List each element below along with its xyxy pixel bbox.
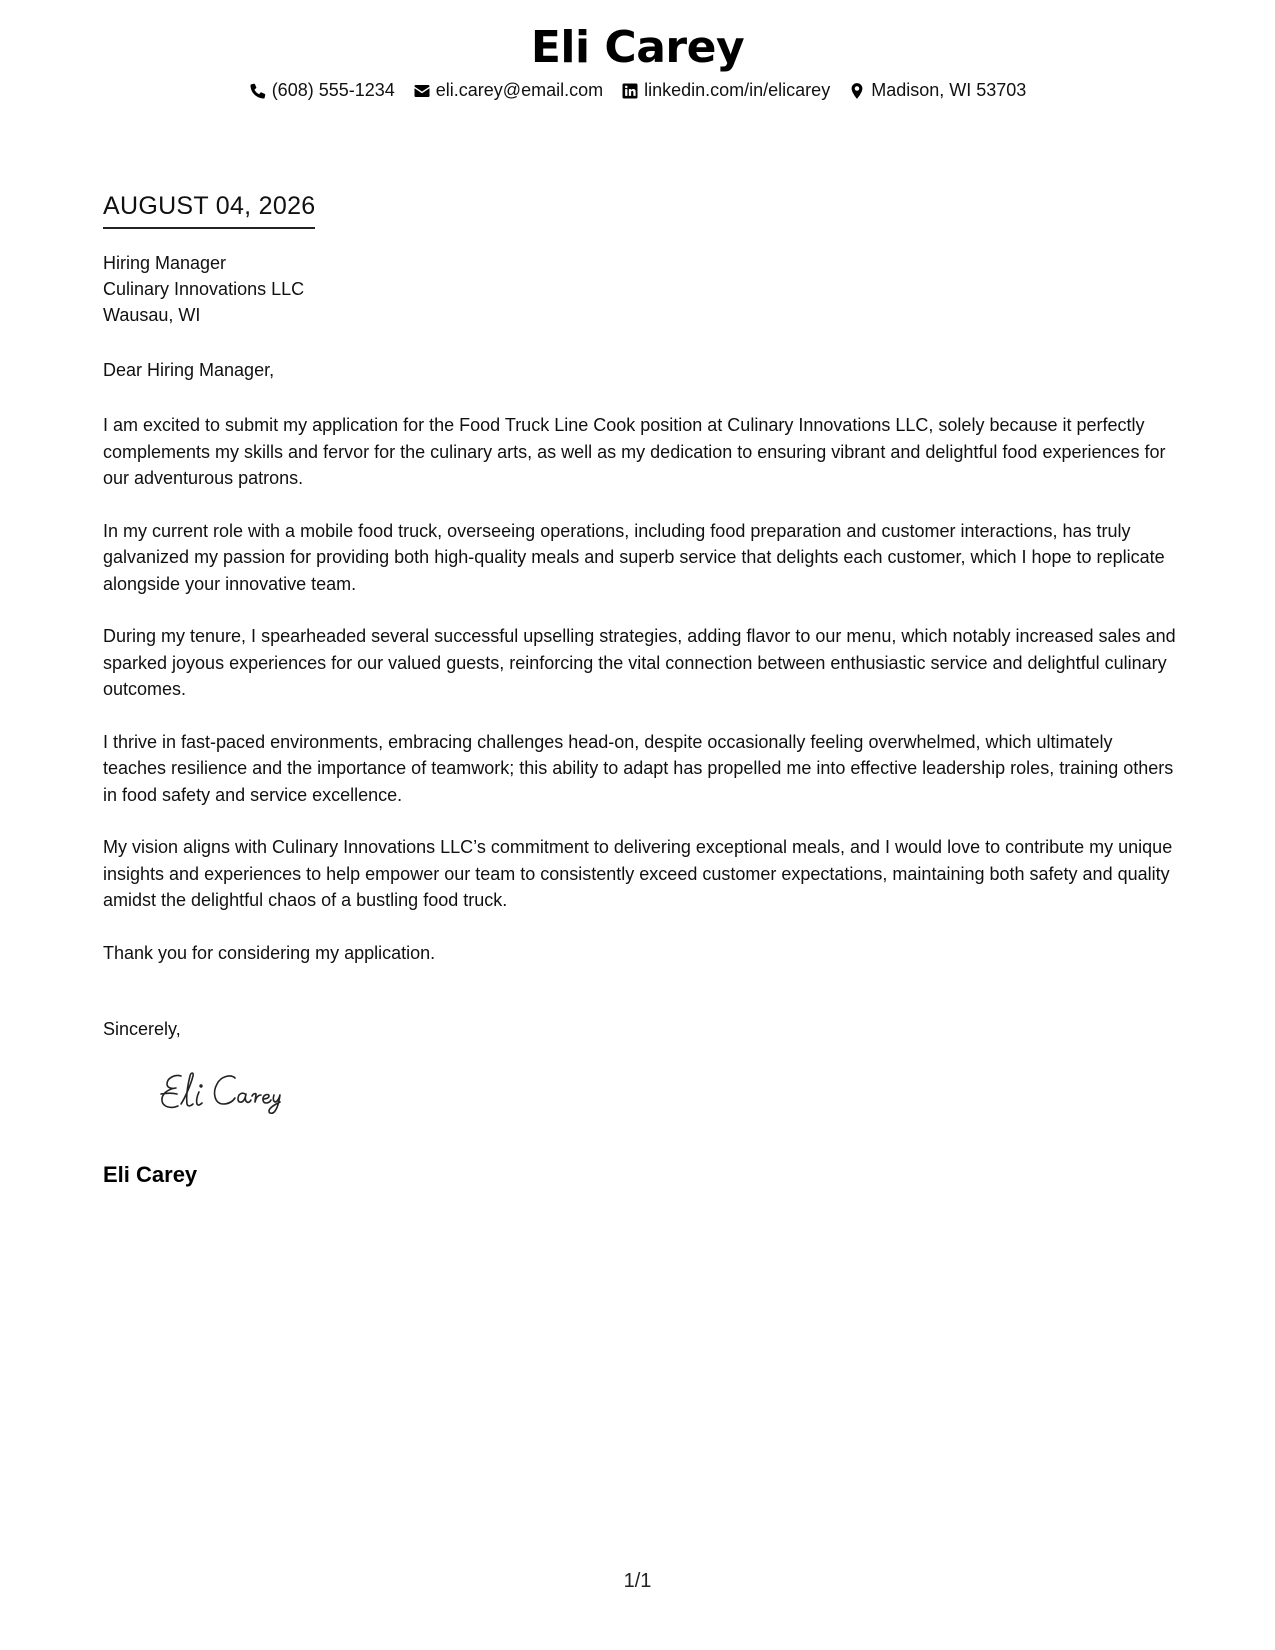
contact-info-row	[0, 80, 1275, 101]
recipient-location: Wausau, WI	[103, 305, 201, 325]
page-number: 1/1	[623, 1570, 652, 1592]
body-paragraph: My vision aligns with Culinary Innovations LLC’s commitment to delivering exceptional meals, and I would love to contribute my unique insights and experiences to help empower our team to consistently exceed customer expectations, maintaining both safety and quality amidst the delightful chaos of a bustling food truck.	[103, 837, 1173, 910]
contact-email-text[interactable]: eli.carey@email.com	[435, 80, 604, 100]
handwritten-signature	[153, 1066, 313, 1122]
recipient-block	[103, 250, 304, 328]
letter-body	[103, 412, 1178, 992]
salutation: Dear Hiring Manager,	[103, 360, 275, 380]
body-paragraph: I thrive in fast-paced environments, embracing challenges head-on, despite occasionally feeling overwhelmed, which ultimately teaches resilience and the importance of teamwork; this ability to adapt has propelled me into effective leadership roles, training others in food safety and service excellence.	[103, 731, 1174, 805]
letter-date: AUGUST 04, 2026	[103, 192, 315, 229]
recipient-title: Hiring Manager	[103, 253, 227, 273]
envelope-icon	[413, 82, 431, 100]
closing: Sincerely,	[103, 1019, 181, 1039]
contact-phone	[249, 80, 395, 101]
body-paragraph: I am excited to submit my application for the Food Truck Line Cook position at Culinary Innovations LLC, solely because it perfectly complements my skills and fervor for the culinary arts, as well as my dedication to ensuring vibrant and delightful food experiences for our adventurous patrons.	[103, 415, 1166, 488]
body-paragraph: Thank you for considering my application.	[103, 942, 436, 963]
contact-linkedin-text[interactable]: linkedin.com/in/elicarey	[644, 80, 831, 100]
contact-location	[848, 80, 1026, 101]
signer-name: Eli Carey	[103, 1162, 198, 1187]
contact-location-text: Madison, WI 53703	[871, 80, 1027, 100]
body-paragraph: In my current role with a mobile food truck, overseeing operations, including food preparation and customer interactions, has truly galvanized my passion for providing both high-quality meals and superb service that delights each customer, which I hope to replicate alongside your innovative team.	[103, 520, 1165, 594]
contact-email[interactable]	[413, 80, 603, 101]
contact-phone-text: (608) 555-1234	[271, 80, 395, 100]
phone-icon	[249, 82, 267, 100]
contact-linkedin[interactable]	[621, 80, 830, 101]
map-pin-icon	[848, 82, 866, 100]
linkedin-icon	[621, 82, 639, 100]
recipient-company: Culinary Innovations LLC	[103, 279, 305, 299]
applicant-name-heading: Eli Carey	[530, 22, 745, 73]
body-paragraph: During my tenure, I spearheaded several successful upselling strategies, adding flavor to our menu, which notably increased sales and sparked joyous experiences for our valued guests, reinforcing the vital connection between enthusiastic service and delightful culinary outcomes.	[103, 626, 1176, 699]
